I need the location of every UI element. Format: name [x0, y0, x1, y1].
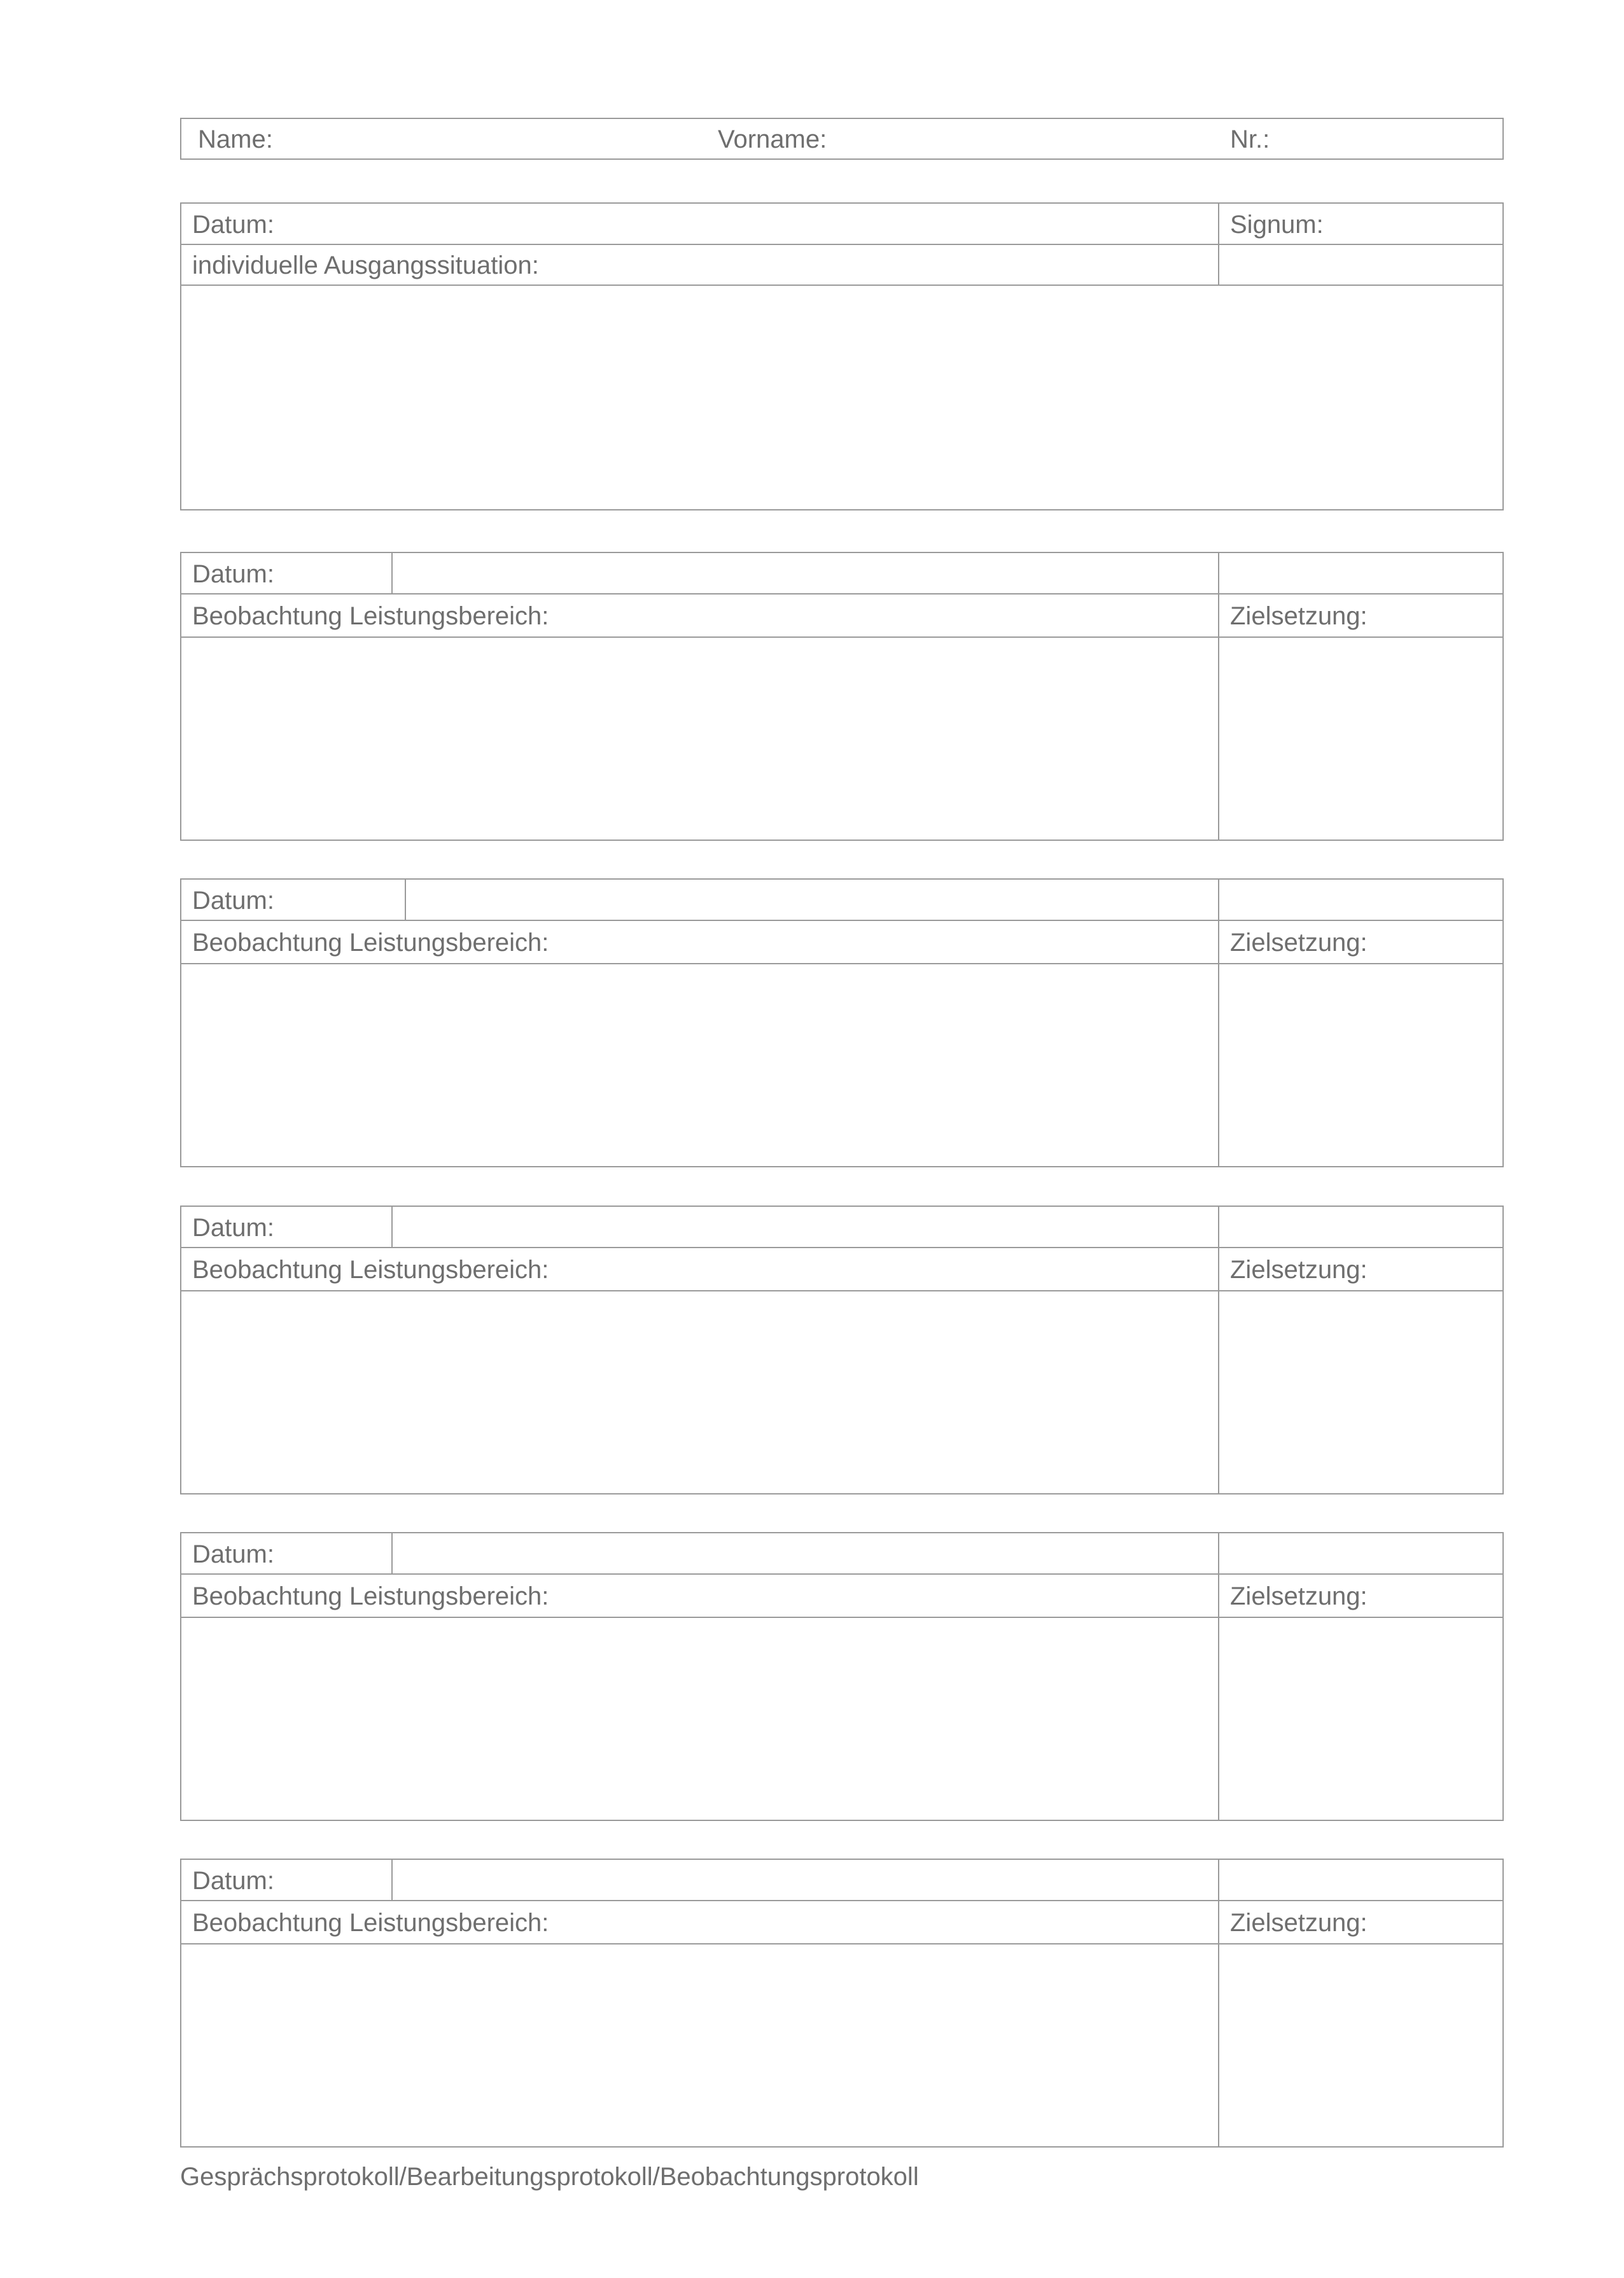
beobachtung-field[interactable]: [181, 1291, 1217, 1493]
datum-label: Datum:: [192, 1540, 274, 1568]
intro-divider-1: [181, 244, 1502, 245]
situation-field[interactable]: [181, 286, 1502, 509]
zielsetzung-label: Zielsetzung:: [1230, 602, 1368, 630]
beobachtung-label: Beobachtung Leistungsbereich:: [192, 929, 549, 957]
zielsetzung-field[interactable]: [1219, 1291, 1502, 1493]
intro-box: [180, 202, 1504, 510]
entry-divider-1: [181, 1900, 1502, 1901]
nr-field[interactable]: [1282, 119, 1502, 158]
zielsetzung-label: Zielsetzung:: [1230, 929, 1368, 957]
entry-box-2: [180, 878, 1504, 1167]
datum-cell-divider: [391, 1533, 393, 1573]
datum-cell-divider: [391, 1860, 393, 1900]
datum-field[interactable]: [393, 1533, 1217, 1573]
situation-label: individuelle Ausgangssituation:: [192, 251, 539, 279]
vorname-label: Vorname:: [718, 125, 827, 153]
beobachtung-label: Beobachtung Leistungsbereich:: [192, 1256, 549, 1284]
signum-label: Signum:: [1230, 211, 1324, 239]
vorname-field[interactable]: [837, 119, 1219, 158]
datum-cell-divider: [405, 880, 406, 920]
datum-label: Datum:: [192, 887, 274, 915]
datum-label: Datum:: [192, 1867, 274, 1895]
datum-field[interactable]: [393, 1207, 1217, 1246]
zielsetzung-label: Zielsetzung:: [1230, 1582, 1368, 1610]
beobachtung-field[interactable]: [181, 1618, 1217, 1820]
entry-box-5: [180, 1859, 1504, 2148]
datum-label: Datum:: [192, 1214, 274, 1242]
intro-datum-field[interactable]: [283, 204, 1212, 243]
beobachtung-field[interactable]: [181, 638, 1217, 840]
entry-box-4: [180, 1532, 1504, 1821]
signum-field[interactable]: [1320, 204, 1502, 243]
nr-label: Nr.:: [1230, 125, 1270, 153]
zielsetzung-label: Zielsetzung:: [1230, 1909, 1368, 1937]
intro-datum-label: Datum:: [192, 211, 274, 239]
zielsetzung-label: Zielsetzung:: [1230, 1256, 1368, 1284]
header-box: [180, 118, 1504, 160]
entry-divider-1: [181, 920, 1502, 921]
beobachtung-label: Beobachtung Leistungsbereich:: [192, 602, 549, 630]
datum-cell-divider: [391, 1207, 393, 1247]
zielsetzung-field[interactable]: [1219, 964, 1502, 1166]
entry-divider-1: [181, 1573, 1502, 1575]
zielsetzung-field[interactable]: [1219, 1944, 1502, 2146]
datum-label: Datum:: [192, 560, 274, 588]
footer-caption: Gesprächsprotokoll/Bearbeitungsprotokoll/Beobachtungsprotokoll: [180, 2163, 919, 2191]
datum-field[interactable]: [393, 553, 1217, 593]
intro-vertical-divider: [1218, 204, 1219, 285]
datum-cell-divider: [391, 553, 393, 593]
entry-divider-1: [181, 1247, 1502, 1248]
entry-box-3: [180, 1206, 1504, 1494]
entry-box-1: [180, 552, 1504, 841]
zielsetzung-field[interactable]: [1219, 1618, 1502, 1820]
datum-field[interactable]: [407, 880, 1217, 919]
beobachtung-field[interactable]: [181, 1944, 1217, 2146]
zielsetzung-field[interactable]: [1219, 638, 1502, 840]
beobachtung-field[interactable]: [181, 964, 1217, 1166]
name-label: Name:: [198, 125, 273, 153]
datum-field[interactable]: [393, 1860, 1217, 1899]
beobachtung-label: Beobachtung Leistungsbereich:: [192, 1909, 549, 1937]
entry-divider-1: [181, 593, 1502, 594]
beobachtung-label: Beobachtung Leistungsbereich:: [192, 1582, 549, 1610]
